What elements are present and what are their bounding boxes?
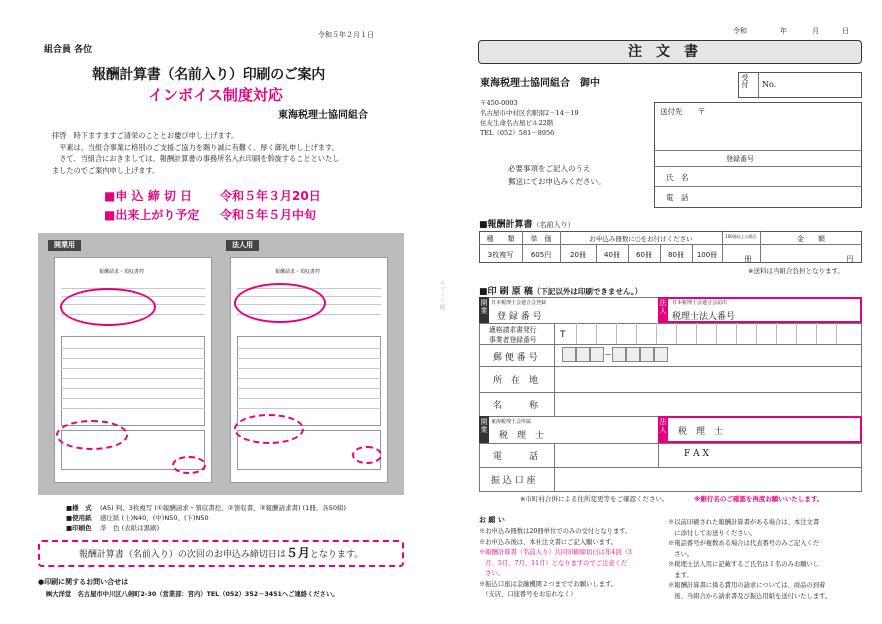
hojin-reg-field[interactable] (740, 299, 860, 321)
request-line: ※お申込み冊数は20冊単位でのみの受付となります。 (479, 528, 632, 535)
address-field[interactable] (560, 368, 860, 390)
hojin-member-label: 税 理 士 (678, 427, 724, 437)
sample-table (237, 336, 381, 426)
highlight-ellipse (234, 283, 326, 323)
highlight-ellipse (60, 288, 156, 326)
postcode-digit[interactable] (626, 347, 640, 362)
highlight-ellipse (352, 446, 382, 464)
kaigyo-member-small: 東海税理士会所属 (491, 419, 532, 425)
order-addressee: 東海税理士協同組合 御中 (480, 78, 600, 89)
notice-emph: ５月 (285, 546, 310, 560)
tag-business: 開業 (479, 297, 489, 323)
greeting-line: ましたのでご案内申し上げます。 (52, 165, 160, 175)
bank-note: ※銀行名のご確認を再度お願いいたします。 (694, 495, 824, 503)
draft-section-heading: ■印 刷 原 稿（下記以外は印刷できません。） (479, 287, 643, 297)
sample-doc-title: 報酬請求・領収書控 (275, 269, 321, 275)
postal-mark: 〒 (698, 107, 706, 116)
request-line: ます。 (668, 571, 693, 579)
kaigyo-member-label: 税 理 士 (499, 431, 545, 441)
order-date-era: 令和 (733, 27, 747, 35)
order-col-type: 種 類 (486, 235, 515, 243)
qty-option-80[interactable]: 80冊 (668, 251, 684, 259)
company-name-field[interactable] (560, 394, 860, 415)
phone2-label: 電 話 (493, 452, 539, 462)
postcode-digit[interactable] (654, 347, 668, 362)
hojin-member-field[interactable] (740, 418, 860, 441)
order-col-100plus: 100冊以上の場合 (725, 234, 757, 239)
bank-label: 振 込 口 座 (491, 476, 536, 486)
receipt-box (738, 72, 862, 98)
bank-field[interactable] (560, 469, 860, 490)
name-field[interactable] (700, 168, 858, 184)
printer-contact-head: ●印刷に関するお問い合せは (38, 578, 129, 586)
kaigyo-reg-field[interactable] (560, 299, 656, 321)
qty-option-100[interactable]: 100冊 (696, 251, 718, 259)
postcode-digit[interactable] (562, 347, 576, 362)
notice-post: となります。 (309, 550, 364, 560)
greeting-line: 平素は、当組合事業に格別のご支援ご協力を賜り誠に有難く、厚く御礼申し上げます。 (52, 142, 339, 152)
requests-left (479, 527, 632, 601)
postcode-digit[interactable] (590, 347, 604, 362)
instruction-line: 郵送にてお申込みください。 (508, 177, 606, 186)
instruction-text (508, 162, 606, 188)
tag-corporate: 法人 (658, 297, 668, 323)
amount-yen: 円 (846, 255, 854, 263)
request-line: さい。 (479, 570, 505, 577)
kaigyo-reg-small: 日本税理士会連合会登録 (491, 300, 547, 306)
qty-option-40[interactable]: 40冊 (604, 251, 620, 259)
invoice-label-line: 事業者登録番号 (489, 336, 537, 344)
spec-value: 感圧紙 (上)N40、(中)N50、(下)N50 (100, 514, 209, 522)
receipt-label: 受付 (741, 74, 749, 88)
qty-option-20[interactable]: 20冊 (570, 251, 586, 259)
order-col-amount: 金 額 (797, 235, 825, 243)
phone-field[interactable] (700, 188, 858, 206)
request-line: さい。 (668, 550, 694, 558)
highlight-ellipse (56, 420, 128, 450)
invoice-number-field[interactable] (574, 325, 860, 343)
invoice-label (489, 325, 537, 345)
shipping-note: ※送料は当組合負担となります。 (748, 267, 844, 275)
phone-label: 電 話 (666, 193, 689, 202)
address-line: 名古屋市中村区名駅南2－14－19 (480, 109, 579, 117)
address-label: 所 在 地 (493, 376, 539, 386)
ship-to-field[interactable] (690, 118, 858, 148)
sample-doc-title: 報酬請求・領収書控 (99, 269, 145, 275)
receipt-no: No. (762, 80, 777, 89)
postcode-digit[interactable] (576, 347, 590, 362)
order-date-year: 年 (780, 27, 787, 35)
order-form-title: 注文書 (478, 40, 862, 64)
postcode-digit[interactable] (640, 347, 654, 362)
address-line: 住友生命名古屋ビル22階 (480, 119, 554, 127)
invoice-t: T (560, 330, 566, 340)
greeting-line: さて、当組合におきましては、報酬計算書の事務所名入れ印刷を斡旋することといたし (52, 154, 340, 163)
next-deadline-notice (38, 540, 404, 567)
order-type-value: 3枚複写 (487, 251, 514, 259)
qty-option-60[interactable]: 60冊 (636, 251, 652, 259)
tag-business: 開業 (479, 416, 489, 443)
request-line: ※お申込み後は、本社注文書にご記入願います。 (479, 538, 618, 546)
request-line: （支店、口座番号をお忘れなく） (479, 591, 577, 598)
phone2-field[interactable] (560, 445, 656, 465)
page-title: 報酬計算書（名前入り）印刷のご案内 (92, 67, 325, 83)
spec-value: 茶 色 (表紙は黒刷) (100, 524, 160, 532)
order-price-value: 605円 (530, 251, 552, 259)
page-subtitle: インボイス制度対応 (148, 86, 283, 104)
request-line: 月、5月、7月、11月）となりますのでご注意くだ (479, 559, 628, 567)
spec-label: ■様 式 (66, 504, 92, 512)
order-date-day: 日 (842, 27, 849, 35)
addressee: 組合員 各位 (44, 45, 93, 55)
sample-table (61, 336, 205, 426)
address-line: TEL（052）581－8956 (480, 129, 555, 137)
postcode-label: 郵 便 番 号 (493, 353, 538, 363)
request-line: 後、当組合から請求書及び振込用紙を送付いたします。 (668, 592, 832, 600)
order-col-qty: お申込み冊数に○をお付けください (589, 235, 693, 243)
address-line: 〒450-0003 (480, 99, 518, 107)
spec-label: ■印刷色 (66, 524, 92, 532)
request-line: ※電話番号が複数ある場合は代表番号のみご記入くだ (668, 540, 820, 547)
issuer-name: 東海税理士協同組合 (278, 110, 368, 121)
highlight-ellipse (172, 456, 206, 474)
order-col-price: 単 価 (530, 235, 552, 243)
municipality-note: ※市町村合併による住所変更等をご確認ください。 (520, 495, 669, 503)
notice-pre: 報酬計算書（名前入り）の次回のお申込み締切日は (78, 550, 286, 560)
kaigyo-member-field[interactable] (560, 418, 656, 441)
request-heading: お 願 い (479, 516, 505, 524)
kaigyo-reg-label: 登 録 番 号 (497, 312, 542, 322)
reg-no-label: 登録番号 (726, 155, 754, 163)
order-date-month: 月 (812, 27, 819, 35)
request-line: ※報酬計算書に係る費用の請求については、商品の到着 (668, 582, 826, 589)
company-name-label: 名 称 (493, 401, 539, 411)
request-line: に添付してお送りください。 (668, 529, 757, 537)
name-label: 氏 名 (666, 173, 689, 182)
request-line: ※報酬計算書（名前入り）共同印刷締切日は年4回（3 (479, 549, 632, 556)
tab-corporate-sample: 法人用 (226, 240, 259, 251)
tag-corporate: 法人 (658, 416, 668, 443)
fax-label: F A X (684, 449, 709, 459)
delivery-label: ■出来上がり予定 (104, 208, 200, 222)
spec-list (66, 503, 346, 533)
request-line: ※税理士法人用に記載するご氏名は１名のみお願いし (668, 561, 820, 568)
printer-contact: ㈱大洋堂 名古屋市中川区八剣町2-30（営業部：宮内）TEL（052）352－3451へご連絡ください。 (46, 591, 339, 598)
fax-field[interactable] (740, 445, 860, 465)
delivery-value: 令和５年５月中旬 (220, 208, 317, 222)
greeting-text (52, 130, 402, 176)
ship-to-label: 送付先 (660, 107, 683, 116)
highlight-ellipse (234, 414, 304, 444)
hojin-reg-label: 税理士法人番号 (672, 312, 736, 322)
greeting-line: 拝啓 時下ますますご清栄のこととお慶び申し上げます。 (52, 131, 239, 140)
deadline-value: 令和５年３月20日 (220, 189, 321, 203)
order-section-heading: ■報酬計算書（名前入り） (479, 220, 575, 230)
requests-right (668, 518, 831, 602)
instruction-line: 必要事項をご記入のうえ (508, 164, 591, 173)
spec-value: (A5) 判、3枚複写 (①報酬請求・領収書控、②領収書、③報酬請求書) (1冊、各50組) (100, 504, 347, 512)
spec-label: ■使用紙 (66, 514, 92, 522)
deadline-label: ■申 込 締 切 日 (104, 189, 193, 203)
issue-date: 令和５年２月１日 (318, 31, 374, 39)
cut-line-text: キリトリ線 (438, 280, 445, 310)
request-line: ※以前印刷された報酬計算書がある場合は、本注文書 (668, 519, 820, 526)
tab-business-sample: 開業用 (48, 240, 81, 251)
postcode-digit[interactable] (612, 347, 626, 362)
invoice-label-line: 適格請求書発行 (489, 326, 537, 334)
hojin-reg-small: 日本税理士会連合会届出 (672, 300, 728, 306)
request-line: ※振込口座は金融機関２つまででお願いします。 (479, 580, 618, 588)
qty-unit: 冊 (744, 255, 752, 263)
org-address (480, 98, 579, 138)
